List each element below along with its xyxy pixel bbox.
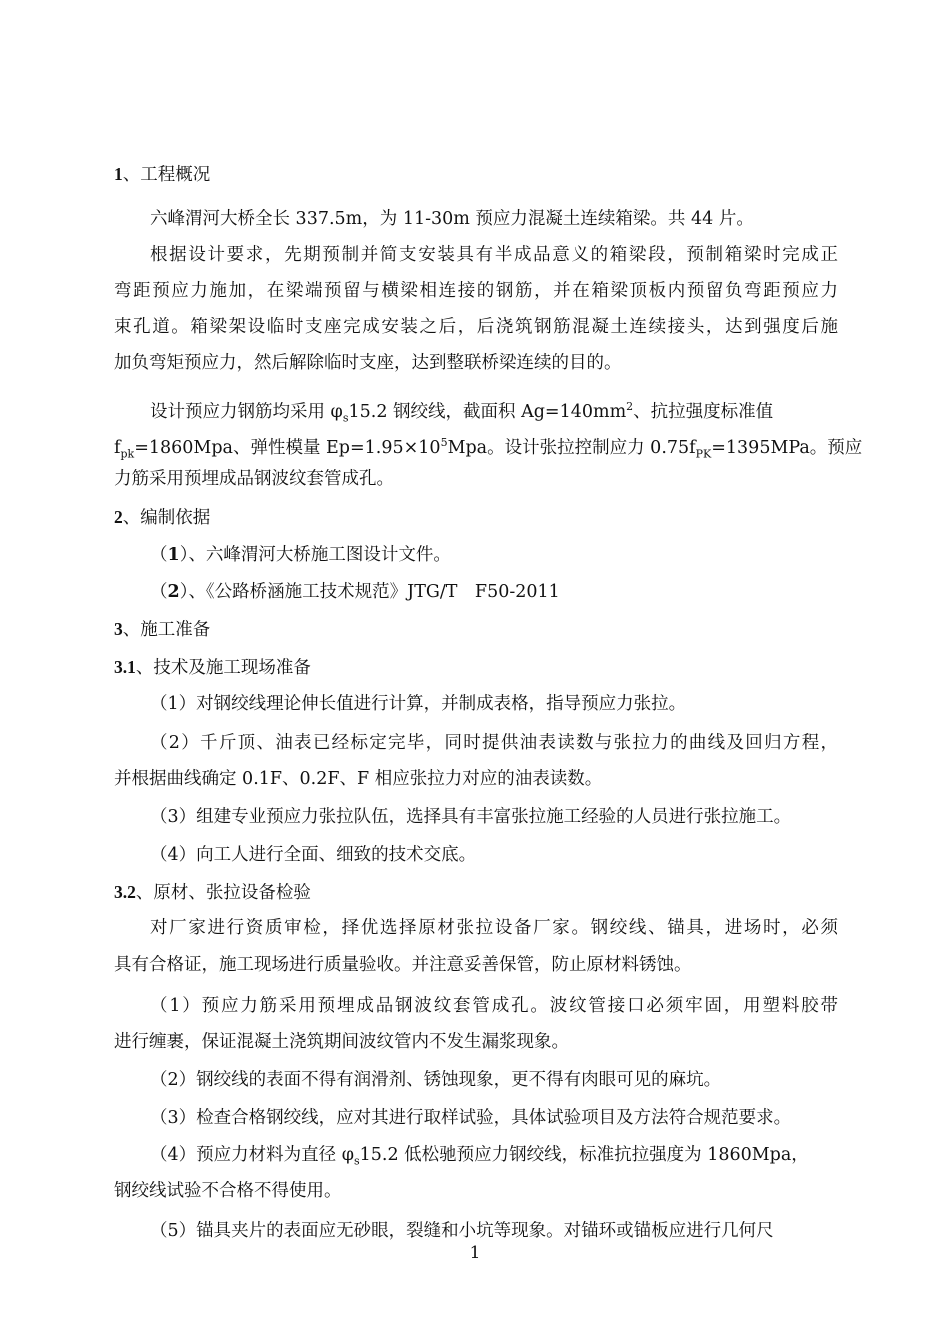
list-item: （5）锚具夹片的表面应无砂眼，裂缝和小坑等现象。对锚环或锚板应进行几何尺 <box>150 1221 774 1241</box>
section-heading-2: 2、编制依据 <box>114 507 211 528</box>
paragraph-line: 束孔道。箱梁架设临时支座完成安装之后，后浇筑钢筋混凝土连续接头，达到强度后施 <box>114 317 838 337</box>
list-item: （1）、六峰渭河大桥施工图设计文件。 <box>150 545 451 565</box>
list-item: （2）钢绞线的表面不得有润滑剂、锈蚀现象，更不得有肉眼可见的麻坑。 <box>150 1070 722 1090</box>
paragraph-line: 加负弯矩预应力，然后解除临时支座，达到整联桥梁连续的目的。 <box>114 353 622 373</box>
section-heading-1: 1、工程概况 <box>114 164 211 185</box>
paragraph-line: $f_{pk}=1860Mpa$、弹性模量 $Ep=1.95\times 10^5Mpa$。设计张拉控制应力 $0.75f_{PK}=1395MPa$。预应 <box>114 436 863 461</box>
paragraph-line: 弯距预应力施加，在梁端预留与横梁相连接的钢筋，并在箱梁顶板内预留负弯距预应力 <box>114 281 838 301</box>
paragraph-line: 设计预应力钢筋均采用 $\varphi_s15.2$ 钢绞线，截面积 $Ag=140mm^2$、抗拉强度标准值 <box>150 400 774 425</box>
section-heading-3-1: 3.1、技术及施工现场准备 <box>114 657 311 678</box>
paragraph-line: 六峰渭河大桥全长 337.5m，为 11-30m 预应力混凝土连续箱梁。共 44 片。 <box>150 209 754 229</box>
list-item: （1）对钢绞线理论伸长值进行计算，并制成表格，指导预应力张拉。 <box>150 694 687 714</box>
list-item: （3）检查合格钢绞线，应对其进行取样试验，具体试验项目及方法符合规范要求。 <box>150 1108 792 1128</box>
paragraph-line: 具有合格证，施工现场进行质量验收。并注意妥善保管，防止原材料锈蚀。 <box>114 955 692 975</box>
list-item: （2）千斤顶、油表已经标定完毕，同时提供油表读数与张拉力的曲线及回归方程， <box>150 733 838 753</box>
section-heading-3: 3、施工准备 <box>114 619 211 640</box>
paragraph-line: 力筋采用预埋成品钢波纹套管成孔。 <box>114 469 394 489</box>
paragraph-line: 根据设计要求，先期预制并简支安装具有半成品意义的箱梁段，预制箱梁时完成正 <box>150 245 838 265</box>
section-heading-3-2: 3.2、原材、张拉设备检验 <box>114 882 311 903</box>
list-item: （1）预应力筋采用预埋成品钢波纹套管成孔。波纹管接口必须牢固，用塑料胶带 <box>150 996 838 1016</box>
paragraph-line: 对厂家进行资质审检，择优选择原材张拉设备厂家。钢绞线、锚具，进场时，必须 <box>150 918 838 938</box>
list-item: （4）预应力材料为直径 $\varphi_s15.2$ 低松驰预应力钢绞线，标准抗拉强度为 1860Mpa， <box>150 1145 809 1168</box>
list-item: 钢绞线试验不合格不得使用。 <box>114 1181 342 1201</box>
list-item: 并根据曲线确定 0.1F、0.2F、F 相应张拉力对应的油表读数。 <box>114 769 603 789</box>
list-item: （2）、《公路桥涵施工技术规范》JTG/T F50-2011 <box>150 582 560 602</box>
list-item: 进行缠裹，保证混凝土浇筑期间波纹管内不发生漏浆现象。 <box>114 1032 569 1052</box>
list-item: （3）组建专业预应力张拉队伍，选择具有丰富张拉施工经验的人员进行张拉施工。 <box>150 807 792 827</box>
list-item: （4）向工人进行全面、细致的技术交底。 <box>150 845 477 865</box>
page-number: 1 <box>469 1243 481 1263</box>
